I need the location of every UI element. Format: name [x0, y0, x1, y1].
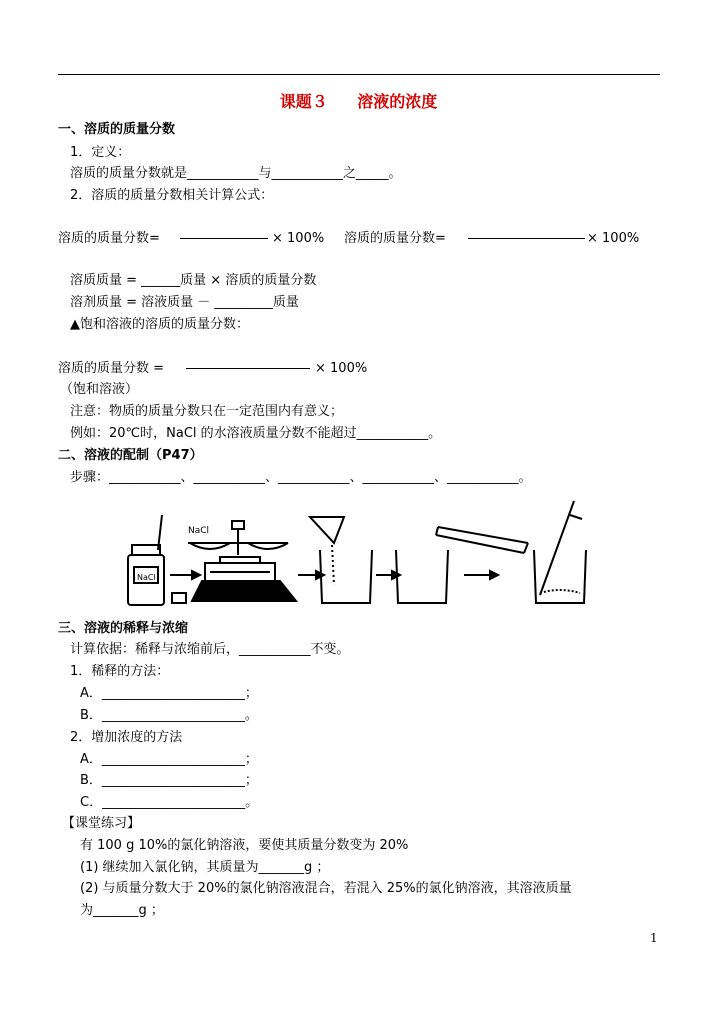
steps-text: 步骤：___________、___________、___________、___________、___________。 — [70, 470, 532, 485]
nacl-pan-label: NaCl — [188, 526, 210, 536]
section2-heading: 二、溶液的配制（P47） — [58, 448, 203, 463]
definition-label: 1．定义： — [70, 145, 131, 160]
fraction-line-left — [180, 238, 268, 239]
nacl-jar-label: NaCl — [137, 573, 156, 582]
concentrate-option-b: B．______________________； — [80, 773, 258, 788]
page-number: 1 — [650, 931, 658, 945]
graduated-cylinder — [436, 527, 528, 553]
formula-label: 2．溶质的质量分数相关计算公式： — [70, 188, 274, 203]
formula-left-times: × 100% — [272, 231, 325, 246]
practice-part-2-answer: 为_______g ； — [80, 903, 164, 918]
dilute-title: 1．稀释的方法： — [70, 664, 170, 679]
practice-question: 有 100 g 10%的氯化钠溶液，要使其质量分数变为 20% — [80, 838, 409, 853]
formula-left-label: 溶质的质量分数= — [58, 231, 160, 246]
saturated-fraction-line — [186, 368, 310, 369]
example-text: 例如：20℃时，NaCl 的水溶液质量分数不能超过___________。 — [70, 426, 442, 441]
section3-heading: 三、溶液的稀释与浓缩 — [58, 621, 189, 636]
solvent-mass-formula: 溶剂质量 = 溶液质量 － _________质量 — [70, 295, 299, 310]
beaker-1 — [320, 550, 372, 603]
practice-title: 【课堂练习】 — [62, 816, 141, 831]
saturated-title: ▲饱和溶液的溶质的质量分数： — [70, 317, 249, 332]
concentrate-title: 2．增加浓度的方法 — [70, 730, 183, 745]
saturated-formula-label: 溶质的质量分数 = — [58, 361, 165, 376]
concentrate-option-c: C．______________________。 — [80, 795, 259, 810]
note-text: 注意：物质的质量分数只在一定范围内有意义； — [70, 404, 344, 419]
practice-part-1: (1) 继续加入氯化钠，其质量为_______g ； — [80, 860, 330, 875]
section1-heading: 一、溶质的质量分数 — [58, 122, 176, 137]
formula-right-label: 溶质的质量分数= — [344, 231, 446, 246]
preparation-figure — [120, 495, 600, 610]
formula-right-times: × 100% — [587, 231, 640, 246]
title-name: 溶液的浓度 — [357, 92, 438, 111]
beaker-3 — [534, 550, 586, 603]
concentrate-option-a: A．______________________； — [80, 752, 258, 767]
calc-basis: 计算依据：稀释与浓缩前后，___________不变。 — [70, 642, 350, 657]
solute-mass-formula: 溶质质量 = ______质量 × 溶质的质量分数 — [70, 273, 317, 288]
header-rule — [58, 74, 660, 75]
beaker-2 — [396, 550, 448, 603]
definition-text: 溶质的质量分数就是___________与___________之_____。 — [70, 166, 402, 181]
dilute-option-b: B．______________________。 — [80, 708, 258, 723]
page-title — [0, 89, 717, 112]
title-topic: 课题３ — [279, 92, 328, 111]
fraction-line-right — [468, 238, 585, 239]
saturated-formula-times: × 100% — [315, 361, 368, 376]
dilute-option-a: A．______________________； — [80, 686, 258, 701]
practice-part-2: (2) 与质量分数大于 20%的氯化钠溶液混合，若混入 25%的氯化钠溶液，其溶液质量 — [80, 881, 572, 896]
saturated-note: （饱和溶液） — [60, 382, 139, 397]
